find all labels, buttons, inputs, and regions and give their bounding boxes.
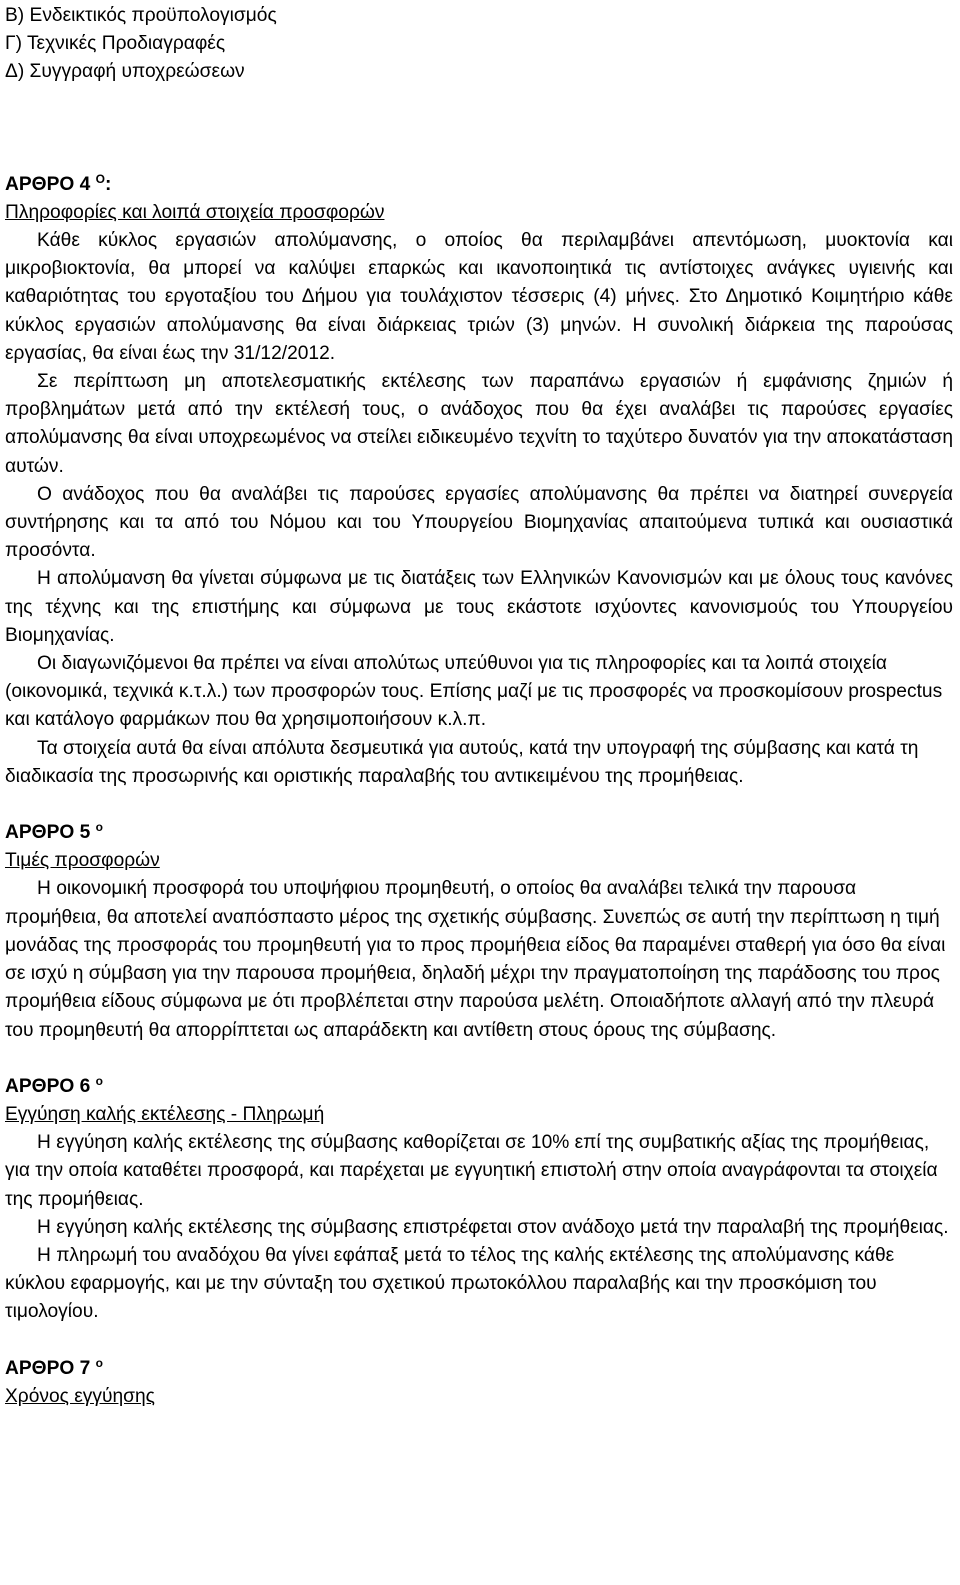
document-page <box>5 2 959 1411</box>
intro-item-d: Δ) Συγγραφή υποχρεώσεων <box>5 61 245 83</box>
article-6-paragraph: Η πληρωμή του αναδόχου θα γίνει εφάπαξ μετά το τέλος της καλής εκτέλεσης της απολύμανσης κάθε κύκλου εφαρμογής, και με την σύνταξη του σχετικού πρωτοκόλλου παραλαβής και την προσκόμιση του τιμολογίου. <box>5 1244 900 1323</box>
article-4-subtitle: Πληροφορίες και λοιπά στοιχεία προσφορών <box>5 201 385 223</box>
article-6-subtitle: Εγγύηση καλής εκτέλεσης - Πληρωμή <box>5 1103 325 1125</box>
article-6-paragraph: Η εγγύηση καλής εκτέλεσης της σύμβασης καθορίζεται σε 10% επί της συμβατικής αξίας της προμήθειας, για την οποία καταθέτει προσφορά, και παρέχεται με εγγυητική επιστολή στην οποία αναγράφονται τα στοιχεία της προμήθειας. <box>5 1132 943 1210</box>
intro-item-c: Γ) Τεχνικές Προδιαγραφές <box>5 33 226 55</box>
article-4-paragraph: Σε περίπτωση μη αποτελεσματικής εκτέλεσης των παραπάνω εργασιών ή εμφάνισης ζημιών ή προβλημάτων μετά από την εκτέλεσή τους, ο ανάδοχος που θα έχει αναλάβει τις παρούσες εργασίες απολύμανσης θα είναι υποχρεωμένος να στείλει ειδικευμένο τεχνίτη το ταχύτερο δυνατόν για την αποκατάσταση αυτών. <box>5 371 959 477</box>
article-4-heading: ΑΡΘΡΟ 4 $^O$: <box>5 171 112 195</box>
article-4-paragraph: Ο ανάδοχος που θα αναλάβει τις παρούσες εργασίες απολύμανσης θα πρέπει να διατηρεί συνεργεία συντήρησης και τα από του Νόμου και του Υπουργείου Βιομηχανίας απαιτούμενα τυπικά και ουσιαστικά προσόντα. <box>5 483 959 562</box>
article-5-subtitle: Τιμές προσφορών <box>5 850 160 872</box>
article-4-paragraph: Η απολύμανση θα γίνεται σύμφωνα με τις διατάξεις των Ελληνικών Κανονισμών και με όλους τους κανόνες της τέχνης και της επιστήμης και σύμφωνα με τους εκάστοτε ισχύοντες κανονισμούς του Υπουργείου Βιομηχανίας. <box>5 568 959 646</box>
article-7-subtitle: Χρόνος εγγύησης <box>5 1385 155 1407</box>
article-7-heading: ΑΡΘΡΟ 7 $^o$ <box>5 1355 103 1379</box>
article-4-paragraph: Κάθε κύκλος εργασιών απολύμανσης, ο οποίος θα περιλαμβάνει απεντόμωση, μυοκτονία και μικροβιοκτονία, θα μπορεί να καλύψει επαρκώς και ικανοποιητικά τις αντίστοιχες ανάγκες υγιεινής και καθαριότητας του εργοταξίου του Δήμου για τουλάχιστον τέσσερις (4) μήνες. Στο Δημοτικό Κοιμητήριο κάθε κύκλος εργασιών απολύμανσης θα είναι διάρκειας τριών (3) μηνών. Η συνολική διάρκεια της παρούσας εργασίας, θα είναι έως την 31/12/2012. <box>5 230 959 364</box>
article-6-heading: ΑΡΘΡΟ 6 $^o$ <box>5 1073 103 1097</box>
article-6-paragraph: Η εγγύηση καλής εκτέλεσης της σύμβασης επιστρέφεται στον ανάδοχο μετά την παραλαβή της προμήθειας. <box>37 1216 949 1238</box>
intro-item-b: Β) Ενδεικτικός προϋπολογισμός <box>5 5 277 26</box>
article-5-paragraph: Η οικονομική προσφορά του υποψήφιου προμηθευτή, ο οποίος θα αναλάβει τελικά την παρουσα προμήθεια, θα αποτελεί αναπόσπαστο μέρος της σχετικής σύμβασης. Συνεπώς σε αυτή την περίπτωση η τιμή μονάδας της προσφοράς του προμηθευτή για το προς προμήθεια είδος θα παραμένει σταθερή για όσο θα είναι σε ισχύ η σύμβαση για την παρουσα προμήθεια, δηλαδή μέχρι την πραγματοποίηση της παράδοσης του προς προμήθεια είδους σύμφωνα με ότι προβλέπεται στην παρούσα μελέτη. Οποιαδήποτε αλλαγή από την πλευρά του προμηθευτή θα απορρίπτεται ως απαράδεκτη και αντίθετη στους όρους της σύμβασης. <box>5 878 951 1041</box>
article-5-heading: ΑΡΘΡΟ 5 $^o$ <box>5 820 103 844</box>
article-4-paragraph: Οι διαγωνιζόμενοι θα πρέπει να είναι απολύτως υπεύθυνοι για τις πληροφορίες και τα λοιπά στοιχεία (οικονομικά, τεχνικά κ.τ.λ.) των προσφορών τους. Επίσης μαζί με τις προσφορές να προσκομίσουν prospectus και κατάλογο φαρμάκων που θα χρησιμοποιήσουν κ.λ.π. <box>5 653 948 731</box>
article-4-paragraph: Τα στοιχεία αυτά θα είναι απόλυτα δεσμευτικά για αυτούς, κατά την υπογραφή της σύμβασης και κατά τη διαδικασία της προσωρινής και οριστικής παραλαβής του αντικειμένου της προμήθειας. <box>5 737 924 787</box>
